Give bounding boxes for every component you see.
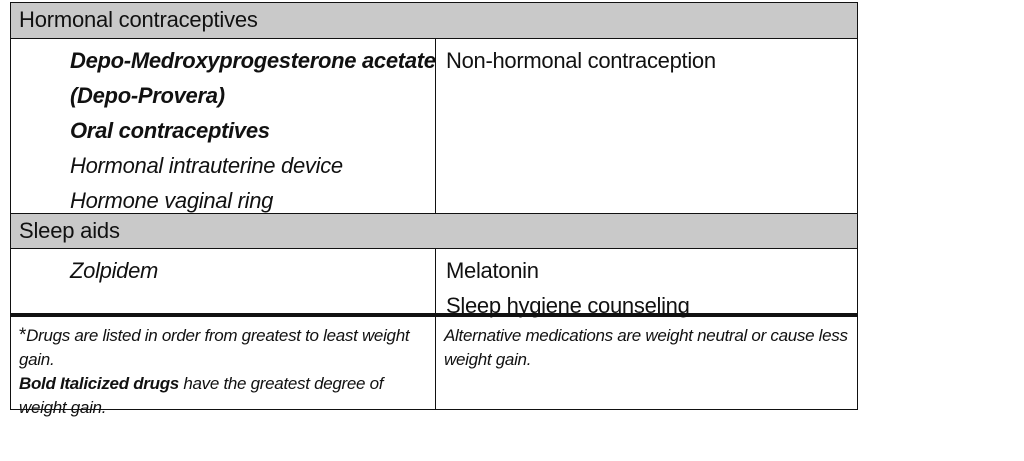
- footnote-bold: Bold Italicized drugs: [19, 374, 179, 393]
- weight-gain-drug-table: [10, 2, 858, 417]
- footnote-row: [11, 313, 857, 417]
- footnote-asterisk: *: [19, 325, 27, 346]
- footnote-text: Alternative medications are weight neutral or cause less weight gain.: [444, 326, 848, 369]
- footnote-right: [436, 317, 857, 409]
- alternative-item: Non-hormonal contraception: [446, 48, 716, 73]
- drug-item: Zolpidem: [70, 258, 159, 283]
- alternative-item: Melatonin: [446, 258, 539, 283]
- drug-item: Hormonal intrauterine device: [70, 153, 343, 178]
- table-row: [11, 39, 857, 213]
- alternatives-cell: [436, 39, 857, 213]
- alternative-item: Sleep hygiene counseling: [446, 293, 690, 318]
- footnote-left: [11, 317, 436, 417]
- alternatives-cell: [436, 249, 857, 318]
- drug-item: Hormone vaginal ring: [70, 188, 274, 213]
- footnote-line: Drugs are listed in order from greatest to least weight gain.: [19, 326, 410, 369]
- drug-item: Depo-Medroxyprogesterone acetate: [70, 48, 436, 73]
- section-header-sleep-aids: Sleep aids: [11, 213, 857, 249]
- drug-item: (Depo-Provera): [70, 83, 225, 108]
- drug-item: Oral contraceptives: [70, 118, 270, 143]
- drug-list-cell: [11, 39, 436, 213]
- table-row: [11, 249, 857, 318]
- footnote-text: [11, 317, 435, 420]
- drug-list-cell: [11, 249, 436, 313]
- section-header-hormonal-contraceptives: Hormonal contraceptives: [11, 3, 857, 39]
- footnote-line: have the greatest degree of weight gain.: [19, 374, 384, 417]
